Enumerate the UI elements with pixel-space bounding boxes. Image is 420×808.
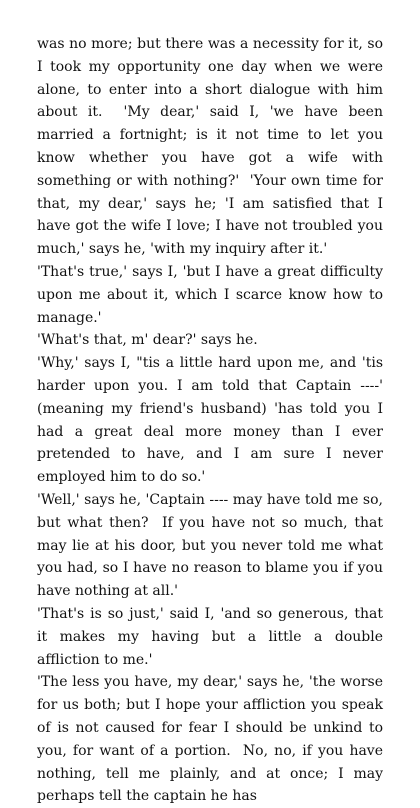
- paragraph-6: 'That's is so just,' said I, 'and so generous, that it makes my having but a little a double affliction to me.': [37, 605, 388, 668]
- paragraph-1: was no more; but there was a necessity for it, so I took my opportunity one day when we were alone, to enter into a short dialogue with him about it. 'My dear,' said I, 'we have been married a fortnight; is it not time to let you know whether you have got a wife with something or with nothing?' 'Your own time for that, my dear,' says he; 'I am satisfied that I have got the wife I love; I have not troubled you much,' says he, 'with my inquiry after it.': [37, 36, 388, 258]
- paragraph-5: 'Well,' says he, 'Captain ---- may have told me so, but what then? If you have not so much, that may lie at his door, but you never told me what you had, so I have no reason to blame you if you have nothing at all.': [37, 491, 388, 600]
- paragraph-2: 'That's true,' says I, 'but I have a great difficulty upon me about it, which I scarce know how to manage.': [37, 263, 388, 326]
- paragraph-7: 'The less you have, my dear,' says he, 'the worse for us both; but I hope your affliction you speak of is not caused for fear I should be unkind to you, for want of a portion. No, no, if you have nothing, tell me plainly, and at once; I may perhaps tell the captain he has: [37, 674, 388, 805]
- paragraph-3: 'What's that, m' dear?' says he.: [37, 332, 258, 349]
- paragraph-4: 'Why,' says I, "tis a little hard upon me, and 'tis harder upon you. I am told that Captain ----' (meaning my friend's husband) 'has told you I had a great deal more money than I ever pretended to have, and I am sure I never employed him to do so.': [37, 355, 388, 486]
